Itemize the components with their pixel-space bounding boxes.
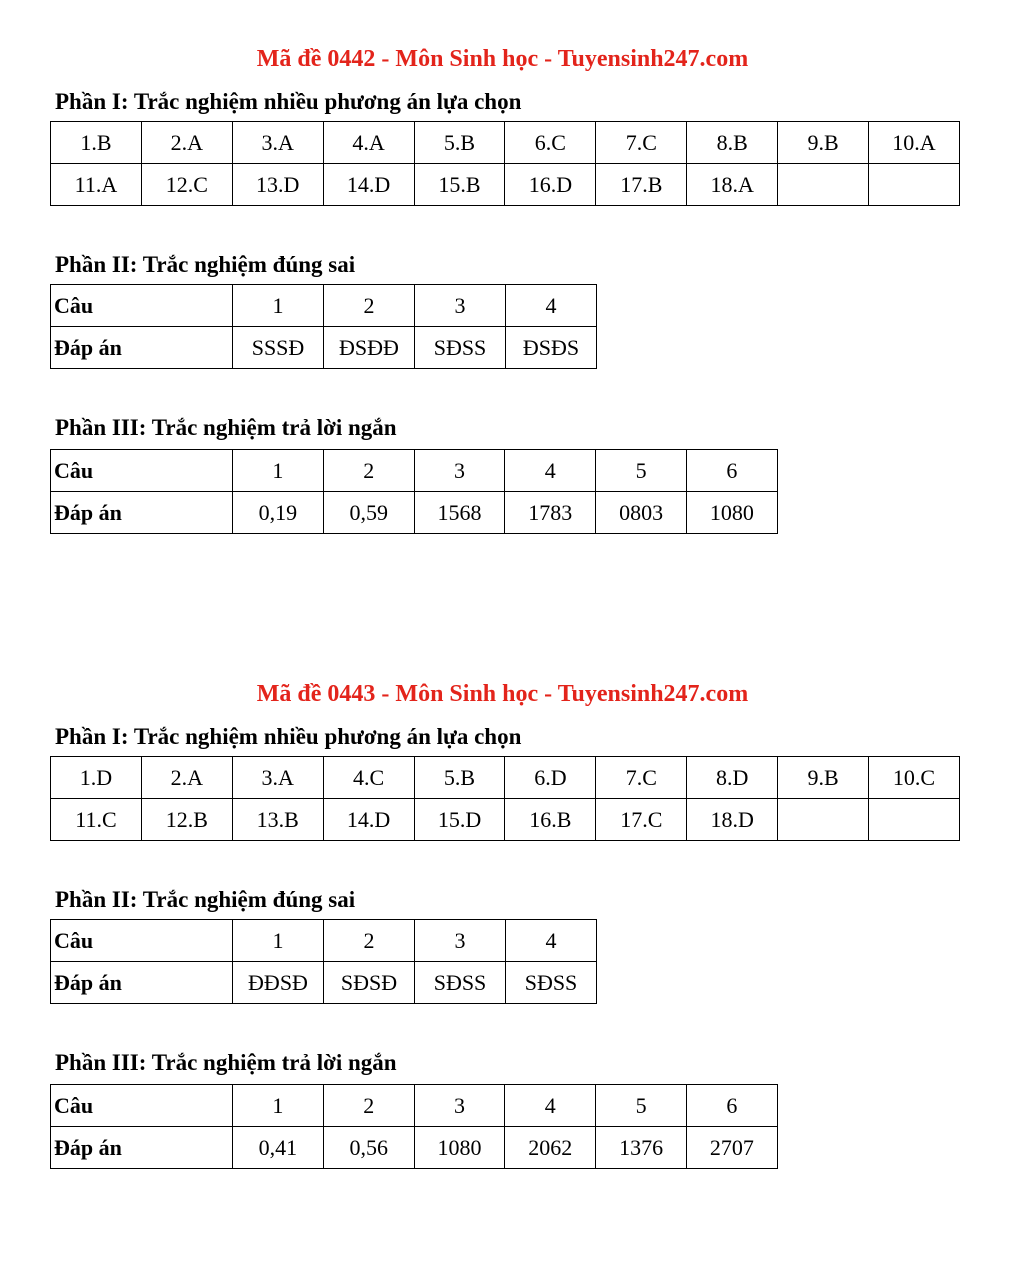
question-label: Câu: [51, 285, 233, 327]
answer-cell: 15.B: [414, 164, 505, 206]
question-number: 3: [414, 450, 505, 492]
table-row: [51, 327, 597, 369]
answer-cell: 11.A: [51, 164, 142, 206]
answer-cell: 1568: [414, 492, 505, 534]
answer-cell: 13.D: [232, 164, 323, 206]
answer-cell: 6.D: [505, 757, 596, 799]
answer-cell: 1080: [686, 492, 777, 534]
question-label: Câu: [51, 920, 233, 962]
answer-cell: 2.A: [141, 757, 232, 799]
answer-cell: ĐSĐĐ: [324, 327, 415, 369]
part3-answer-table: [50, 449, 778, 534]
answer-cell: SĐSĐ: [324, 962, 415, 1004]
part2-heading: Phần II: Trắc nghiệm đúng sai: [55, 887, 356, 912]
answer-cell: SSSĐ: [233, 327, 324, 369]
table-row: [51, 962, 597, 1004]
answer-cell: 10.A: [869, 122, 960, 164]
part2-answer-table: [50, 919, 597, 1004]
answer-cell: 18.D: [687, 799, 778, 841]
answer-cell: 16.D: [505, 164, 596, 206]
table-row: [51, 164, 960, 206]
answer-cell: 2062: [505, 1127, 596, 1169]
answer-cell: 15.D: [414, 799, 505, 841]
table-row: [51, 757, 960, 799]
answer-cell: 0,59: [323, 492, 414, 534]
part3-heading: Phần III: Trắc nghiệm trả lời ngắn: [55, 415, 397, 440]
answer-cell: 1376: [596, 1127, 687, 1169]
part3-heading: Phần III: Trắc nghiệm trả lời ngắn: [55, 1050, 397, 1075]
answer-cell: 5.B: [414, 122, 505, 164]
part1-answer-table: [50, 121, 960, 206]
question-number: 3: [415, 285, 506, 327]
answer-cell: 16.B: [505, 799, 596, 841]
table-row: [51, 1127, 778, 1169]
answer-cell: 10.C: [869, 757, 960, 799]
answer-label: Đáp án: [51, 327, 233, 369]
answer-cell: 3.A: [232, 757, 323, 799]
answer-cell: 2707: [686, 1127, 777, 1169]
answer-cell: SĐSS: [415, 327, 506, 369]
empty-cell: [869, 164, 960, 206]
question-number: 4: [506, 920, 597, 962]
answer-cell: 7.C: [596, 122, 687, 164]
question-label: Câu: [51, 450, 233, 492]
table-row: [51, 122, 960, 164]
answer-cell: 14.D: [323, 799, 414, 841]
question-number: 4: [505, 450, 596, 492]
part2-heading: Phần II: Trắc nghiệm đúng sai: [55, 252, 356, 277]
question-number: 1: [233, 1085, 324, 1127]
part3-answer-table: [50, 1084, 778, 1169]
question-number: 2: [324, 285, 415, 327]
answer-cell: 2.A: [141, 122, 232, 164]
question-number: 3: [415, 920, 506, 962]
empty-cell: [778, 799, 869, 841]
answer-cell: 5.B: [414, 757, 505, 799]
answer-cell: 11.C: [51, 799, 142, 841]
answer-cell: 3.A: [232, 122, 323, 164]
answer-cell: 0,56: [323, 1127, 414, 1169]
answer-cell: 1783: [505, 492, 596, 534]
table-row: [51, 450, 778, 492]
answer-cell: 17.B: [596, 164, 687, 206]
answer-cell: 0803: [596, 492, 687, 534]
table-row: [51, 920, 597, 962]
part1-heading: Phần I: Trắc nghiệm nhiều phương án lựa chọn: [55, 89, 522, 114]
answer-label: Đáp án: [51, 1127, 233, 1169]
question-number: 4: [506, 285, 597, 327]
question-number: 2: [323, 1085, 414, 1127]
answer-cell: ĐSĐS: [506, 327, 597, 369]
answer-cell: 9.B: [778, 122, 869, 164]
question-number: 5: [596, 1085, 687, 1127]
part1-heading: Phần I: Trắc nghiệm nhiều phương án lựa chọn: [55, 724, 522, 749]
answer-cell: SĐSS: [506, 962, 597, 1004]
answer-cell: 9.B: [778, 757, 869, 799]
question-number: 5: [596, 450, 687, 492]
answer-cell: 4.C: [323, 757, 414, 799]
exam-title: Mã đề 0442 - Môn Sinh học - Tuyensinh247.com: [256, 46, 749, 72]
table-row: [51, 799, 960, 841]
answer-cell: 1.D: [51, 757, 142, 799]
question-number: 3: [414, 1085, 505, 1127]
answer-cell: ĐĐSĐ: [233, 962, 324, 1004]
question-number: 1: [233, 920, 324, 962]
answer-cell: 4.A: [323, 122, 414, 164]
table-row: [51, 1085, 778, 1127]
answer-cell: 7.C: [596, 757, 687, 799]
answer-cell: SĐSS: [415, 962, 506, 1004]
answer-cell: 1080: [414, 1127, 505, 1169]
question-number: 1: [233, 450, 324, 492]
answer-label: Đáp án: [51, 492, 233, 534]
question-number: 6: [686, 1085, 777, 1127]
question-number: 4: [505, 1085, 596, 1127]
answer-cell: 1.B: [51, 122, 142, 164]
question-label: Câu: [51, 1085, 233, 1127]
answer-cell: 6.C: [505, 122, 596, 164]
empty-cell: [869, 799, 960, 841]
answer-cell: 12.B: [141, 799, 232, 841]
question-number: 6: [686, 450, 777, 492]
table-row: [51, 492, 778, 534]
answer-cell: 0,41: [233, 1127, 324, 1169]
answer-cell: 18.A: [687, 164, 778, 206]
answer-cell: 0,19: [233, 492, 324, 534]
part1-answer-table: [50, 756, 960, 841]
question-number: 2: [323, 450, 414, 492]
answer-cell: 13.B: [232, 799, 323, 841]
empty-cell: [778, 164, 869, 206]
answer-cell: 12.C: [141, 164, 232, 206]
answer-cell: 8.D: [687, 757, 778, 799]
answer-cell: 17.C: [596, 799, 687, 841]
answer-cell: 8.B: [687, 122, 778, 164]
answer-cell: 14.D: [323, 164, 414, 206]
part2-answer-table: [50, 284, 597, 369]
question-number: 2: [324, 920, 415, 962]
answer-label: Đáp án: [51, 962, 233, 1004]
question-number: 1: [233, 285, 324, 327]
table-row: [51, 285, 597, 327]
exam-title: Mã đề 0443 - Môn Sinh học - Tuyensinh247.com: [256, 681, 749, 707]
